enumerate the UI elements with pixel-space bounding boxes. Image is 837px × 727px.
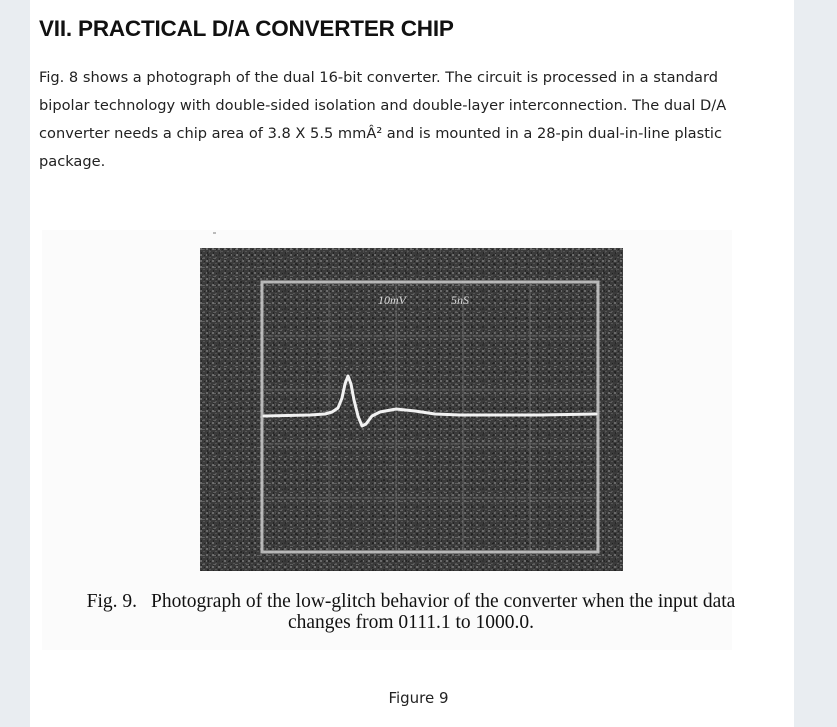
- figure-label: Figure 9: [388, 689, 449, 707]
- scope-label-time: 5nS: [451, 293, 469, 307]
- scope-label-volts: 10mV: [378, 293, 406, 307]
- section-paragraph: Fig. 8 shows a photograph of the dual 16-bit converter. The circuit is processed in a standard bipolar technology with double-sided isolation and double-layer interconnection. The dual D/A converter needs a chip area of 3.8 X 5.5 mmÂ² and is mounted in a 28-pin dual-in-line plastic package.: [39, 69, 727, 170]
- figure-caption: [78, 591, 744, 633]
- caption-text: Photograph of the low-glitch behavior of the converter when the input data changes from 0111.1 to 1000.0.: [151, 591, 736, 633]
- section-heading: VII. PRACTICAL D/A CONVERTER CHIP: [39, 16, 454, 41]
- caption-label: Fig. 9.: [86, 591, 138, 612]
- image-speck: [213, 232, 216, 234]
- oscilloscope-photo: [200, 248, 623, 571]
